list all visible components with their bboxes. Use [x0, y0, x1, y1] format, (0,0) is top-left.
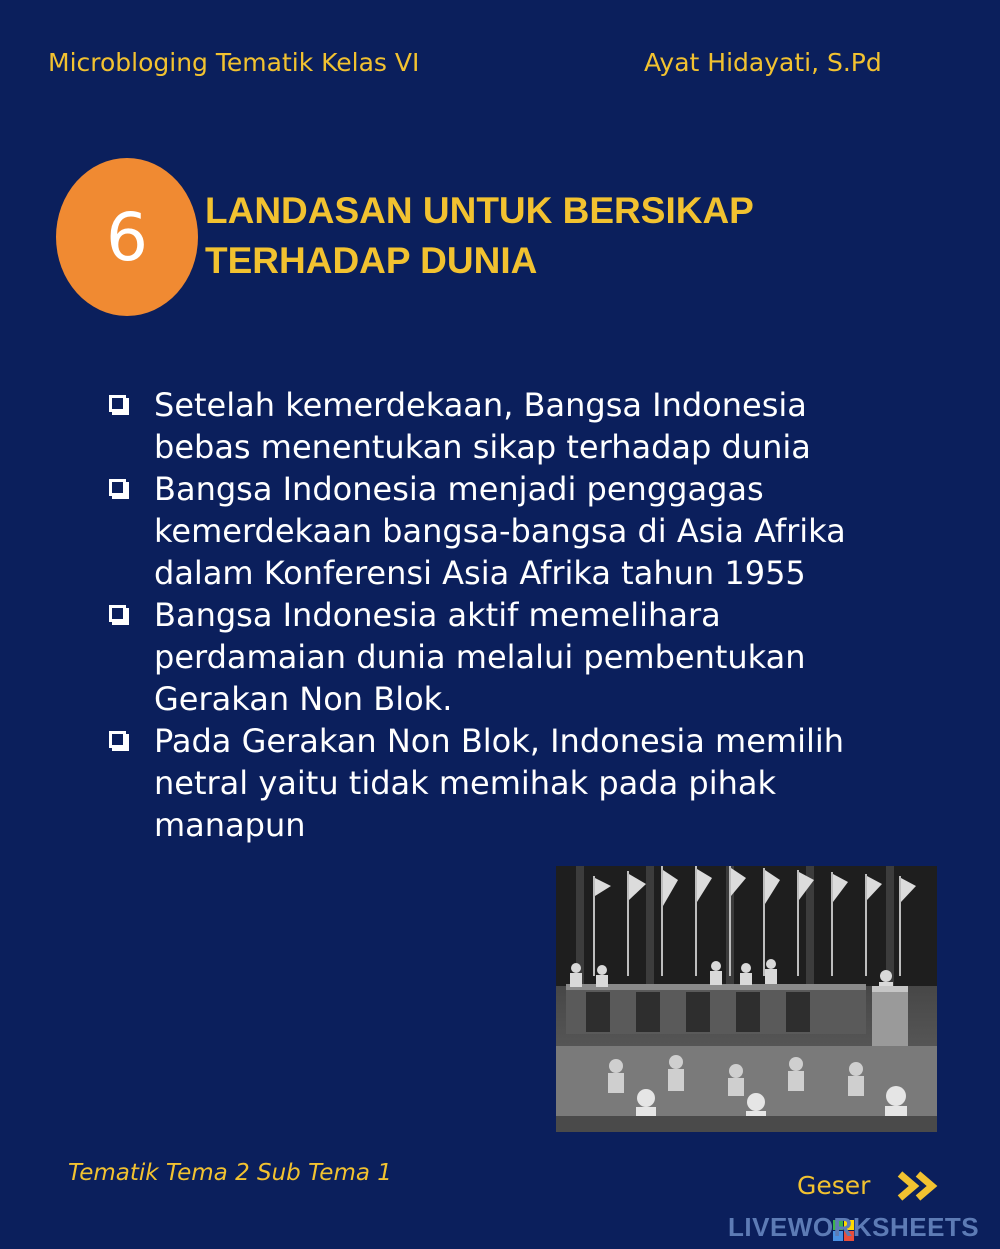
section-number: 6	[106, 198, 148, 276]
bullet-item	[106, 384, 906, 468]
bullet-item	[106, 720, 906, 846]
watermark: LIVEWORKSHEETS	[728, 1212, 980, 1242]
section-number-badge	[56, 158, 198, 316]
checkbox-icon	[109, 731, 126, 748]
footer-subtitle: Tematik Tema 2 Sub Tema 1	[68, 1160, 392, 1186]
checkbox-icon	[109, 395, 126, 412]
checkbox-icon	[109, 605, 126, 622]
header-course-title: Microbloging Tematik Kelas VI	[48, 48, 420, 77]
bullet-text: Bangsa Indonesia menjadi penggagas kemerdekaan bangsa-bangsa di Asia Afrika dalam Konferensi Asia Afrika tahun 1955	[154, 470, 846, 592]
bullet-list	[106, 384, 906, 846]
bullet-item	[106, 468, 906, 594]
double-chevron-right-icon[interactable]	[896, 1168, 942, 1204]
next-button-label[interactable]: Geser	[797, 1171, 871, 1200]
bullet-item	[106, 594, 906, 720]
header-author: Ayat Hidayati, S.Pd	[644, 48, 882, 77]
conference-photo	[556, 866, 937, 1132]
conference-photo-illustration	[556, 866, 937, 1132]
section-title-line-1: LANDASAN UNTUK BERSIKAP	[205, 190, 754, 231]
checkbox-icon	[109, 479, 126, 496]
bullet-text: Pada Gerakan Non Blok, Indonesia memilih netral yaitu tidak memihak pada pihak manapun	[154, 722, 845, 844]
section-title	[205, 186, 905, 286]
bullet-text: Bangsa Indonesia aktif memelihara perdamaian dunia melalui pembentukan Gerakan Non Blok.	[154, 596, 806, 718]
bullet-text: Setelah kemerdekaan, Bangsa Indonesia bebas menentukan sikap terhadap dunia	[154, 386, 811, 466]
section-title-line-2: TERHADAP DUNIA	[205, 240, 538, 281]
